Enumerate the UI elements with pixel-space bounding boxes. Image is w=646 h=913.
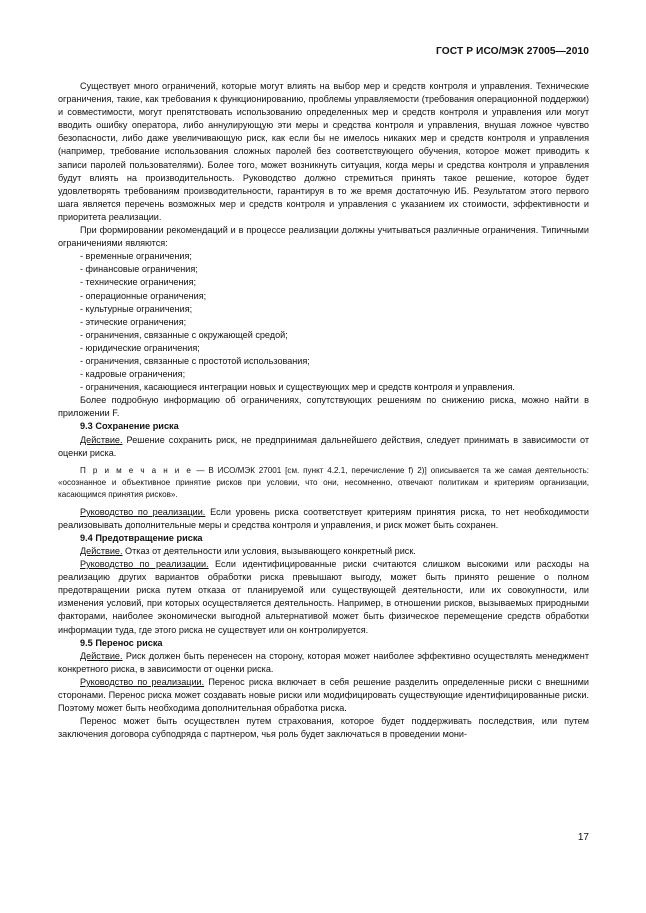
intro-paragraph-2: При формировании рекомендаций и в процессе реализации должны учитываться различные ограничения. Типичными ограничениями являются: — [58, 225, 589, 249]
list-item: - технические ограничения; — [80, 277, 197, 288]
constraints-list — [58, 250, 589, 394]
section-heading-9-4: 9.4 Предотвращение риска — [80, 532, 203, 543]
section-heading-9-3: 9.3 Сохранение риска — [80, 421, 179, 432]
section-9-3-guidance — [58, 506, 589, 532]
list-item: - операционные ограничения; — [80, 290, 207, 301]
section-heading-9-5: 9.5 Перенос риска — [80, 637, 163, 648]
list-item: - культурные ограничения; — [80, 303, 193, 314]
section-9-5-last-paragraph: Перенос может быть осуществлен путем страхования, которое будет поддерживать последствия, или путем заключения договора субподряда с партнером, чья роль будет заключаться в проведении мони- — [58, 716, 589, 740]
guidance-text: Если уровень риска соответствует критериям принятия риска, то нет необходимости реализовывать дополнительные меры и средства контроля и управления, и риск может быть сохранен. — [58, 506, 589, 530]
note-text: — В ИСО/МЭК 27001 [см. пункт 4.2.1, перечисление f) 2)] описывается та же самая деятельность: «осознанное и объективное принятие рисков при условии, что они, несомненно, отвечают политикам и критериям организации, касающимся принятия рисков». — [58, 465, 589, 499]
list-item: - кадровые ограничения; — [80, 369, 186, 380]
action-label: Действие. — [80, 434, 123, 445]
guidance-label: Руководство по реализации. — [80, 559, 209, 570]
list-item: - финансовые ограничения; — [80, 264, 198, 275]
more-info-paragraph: Более подробную информацию об ограничениях, сопутствующих решениям по снижению риска, можно найти в приложении F. — [58, 395, 589, 419]
intro-paragraph-1: Существует много ограничений, которые могут влиять на выбор мер и средств контроля и управления. Технические ограничения, такие, как требования к функционированию, проблемы управляемости (требования операционной поддержки) и совместимости, могут препятствовать использованию определенных мер и средств контроля и управления или могут вводить ошибку оператора, либо аннулирующую эти меры и средства контроля и управления, внушая ложное чувство безопасности, либо даже увеличивающую риск, как если бы не имелось никаких мер и средств контроля и управления (например, требование использования сложных паролей без соответствующего обучения, которое может приводить к записи паролей пользователями). Более того, может возникнуть ситуация, когда меры и средства контроля и управления будут влиять на производительность. Руководство должно стремиться принять такое решение, которое будет удовлетворять требованиям производительности, гарантируя в то же время достаточную ИБ. Результатом этого первого шага является перечень возможных мер и средств контроля и управления с указанием их стоимости, эффективности и приоритета реализации. — [58, 81, 589, 222]
list-item: - временные ограничения; — [80, 251, 192, 262]
guidance-label: Руководство по реализации. — [80, 506, 206, 517]
list-item: - юридические ограничения; — [80, 342, 200, 353]
action-text: Решение сохранить риск, не предпринимая дальнейшего действия, следует принимать в зависимости от оценки риска. — [58, 434, 589, 458]
guidance-label: Руководство по реализации. — [80, 676, 205, 687]
section-9-4-guidance — [58, 558, 589, 637]
action-label: Действие. — [80, 650, 123, 661]
guidance-text: Перенос риска включает в себя решение разделить определенные риски с внешними сторонами. Перенос риска может создавать новые риски или модифицировать существующие идентифицированные риски. Поэтому может быть необходима дополнительная обработка риска. — [58, 676, 589, 714]
action-text: Риск должен быть перенесен на сторону, которая может наиболее эффективно осуществлять менеджмент конкретного риска, в зависимости от оценки риска. — [58, 650, 589, 674]
section-9-5-guidance — [58, 676, 589, 715]
section-9-3-action — [58, 434, 589, 460]
page-number: 17 — [577, 832, 589, 843]
list-item: - этические ограничения; — [80, 316, 187, 327]
section-9-4-action — [58, 545, 589, 558]
list-item: - ограничения, связанные с окружающей средой; — [80, 329, 288, 340]
guidance-text: Если идентифицированные риски считаются слишком высокими или расходы на реализацию других вариантов обработки риска превышают выгоду, может быть принято решение о полном предотвращении риска путем отказа от планируемой или существующей деятельности, или их совокупности, или изменения условий, при которых осуществляется деятельность. Например, в отношении рисков, вызываемых природными факторами, наиболее экономически выгодной альтернативой может быть физическое перемещение средств обработки информации туда, где этого риска не существует или он контролируется. — [58, 559, 589, 635]
list-item: - ограничения, касающиеся интеграции новых и существующих мер и средств контроля и управления. — [80, 382, 515, 393]
section-9-3-note — [58, 465, 589, 501]
note-label: П р и м е ч а н и е — [80, 465, 193, 475]
document-code-header: ГОСТ Р ИСО/МЭК 27005—2010 — [436, 46, 589, 57]
action-label: Действие. — [80, 546, 123, 556]
page-body — [58, 80, 589, 741]
section-9-5-action — [58, 650, 589, 676]
list-item: - ограничения, связанные с простотой использования; — [80, 355, 310, 366]
action-text: Отказ от деятельности или условия, вызывающего конкретный риск. — [122, 546, 416, 556]
